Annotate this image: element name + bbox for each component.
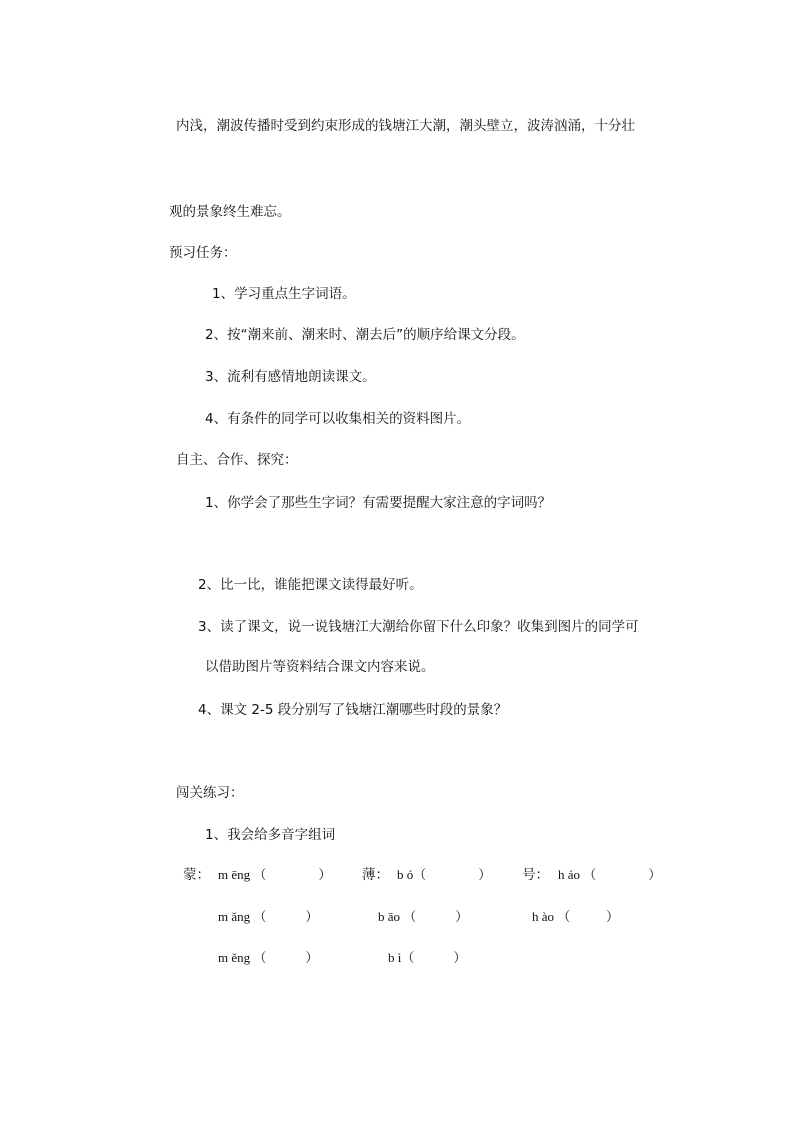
pinyin-blank: m ēng （ ） [218, 867, 332, 882]
pinyin-blank: m ǎng （ ） [218, 909, 319, 924]
preview-task-1: 1、学习重点生字词语。 [212, 286, 356, 302]
inquiry-item-3-line1: 3、读了课文，说一说钱塘江大潮给你留下什么印象？收集到图片的同学可 [198, 619, 639, 635]
exercise-1-title: 1、我会给多音字组词 [205, 827, 336, 843]
pinyin-blank: h áo （ ） [558, 867, 662, 882]
polyphone-char-meng: 蒙： [183, 867, 210, 883]
preview-task-3: 3、流利有感情地朗读课文。 [205, 369, 376, 385]
heading-inquiry: 自主、合作、探究： [176, 452, 298, 468]
polyphone-char-hao: 号： [522, 867, 549, 883]
polyphone-char-bao: 薄： [362, 867, 389, 883]
pinyin-blank: b ì（ ） [388, 950, 467, 965]
paragraph-intro-line2: 观的景象终生难忘。 [169, 204, 291, 220]
heading-preview-tasks: 预习任务： [169, 245, 237, 261]
pinyin-blank: b āo （ ） [378, 909, 469, 924]
paragraph-intro-line1: 内浅，潮波传播时受到约束形成的钱塘江大潮，潮头壁立，波涛汹涌，十分壮 [176, 118, 635, 134]
pinyin-blank: m ěng （ ） [218, 950, 319, 965]
inquiry-item-1: 1、你学会了那些生字词？有需要提醒大家注意的字词吗？ [205, 495, 552, 511]
preview-task-2: 2、按“潮来前、潮来时、潮去后”的顺序给课文分段。 [205, 327, 525, 343]
heading-exercises: 闯关练习： [176, 785, 244, 801]
inquiry-item-3-line2: 以借助图片等资料结合课文内容来说。 [205, 659, 435, 675]
inquiry-item-2: 2、比一比，谁能把课文读得最好听。 [198, 577, 423, 593]
inquiry-item-4: 4、课文 2-5 段分别写了钱塘江潮哪些时段的景象？ [198, 702, 508, 718]
preview-task-4: 4、有条件的同学可以收集相关的资料图片。 [205, 411, 471, 427]
pinyin-blank: b ó（ ） [397, 867, 492, 882]
pinyin-blank: h ào （ ） [532, 909, 620, 924]
